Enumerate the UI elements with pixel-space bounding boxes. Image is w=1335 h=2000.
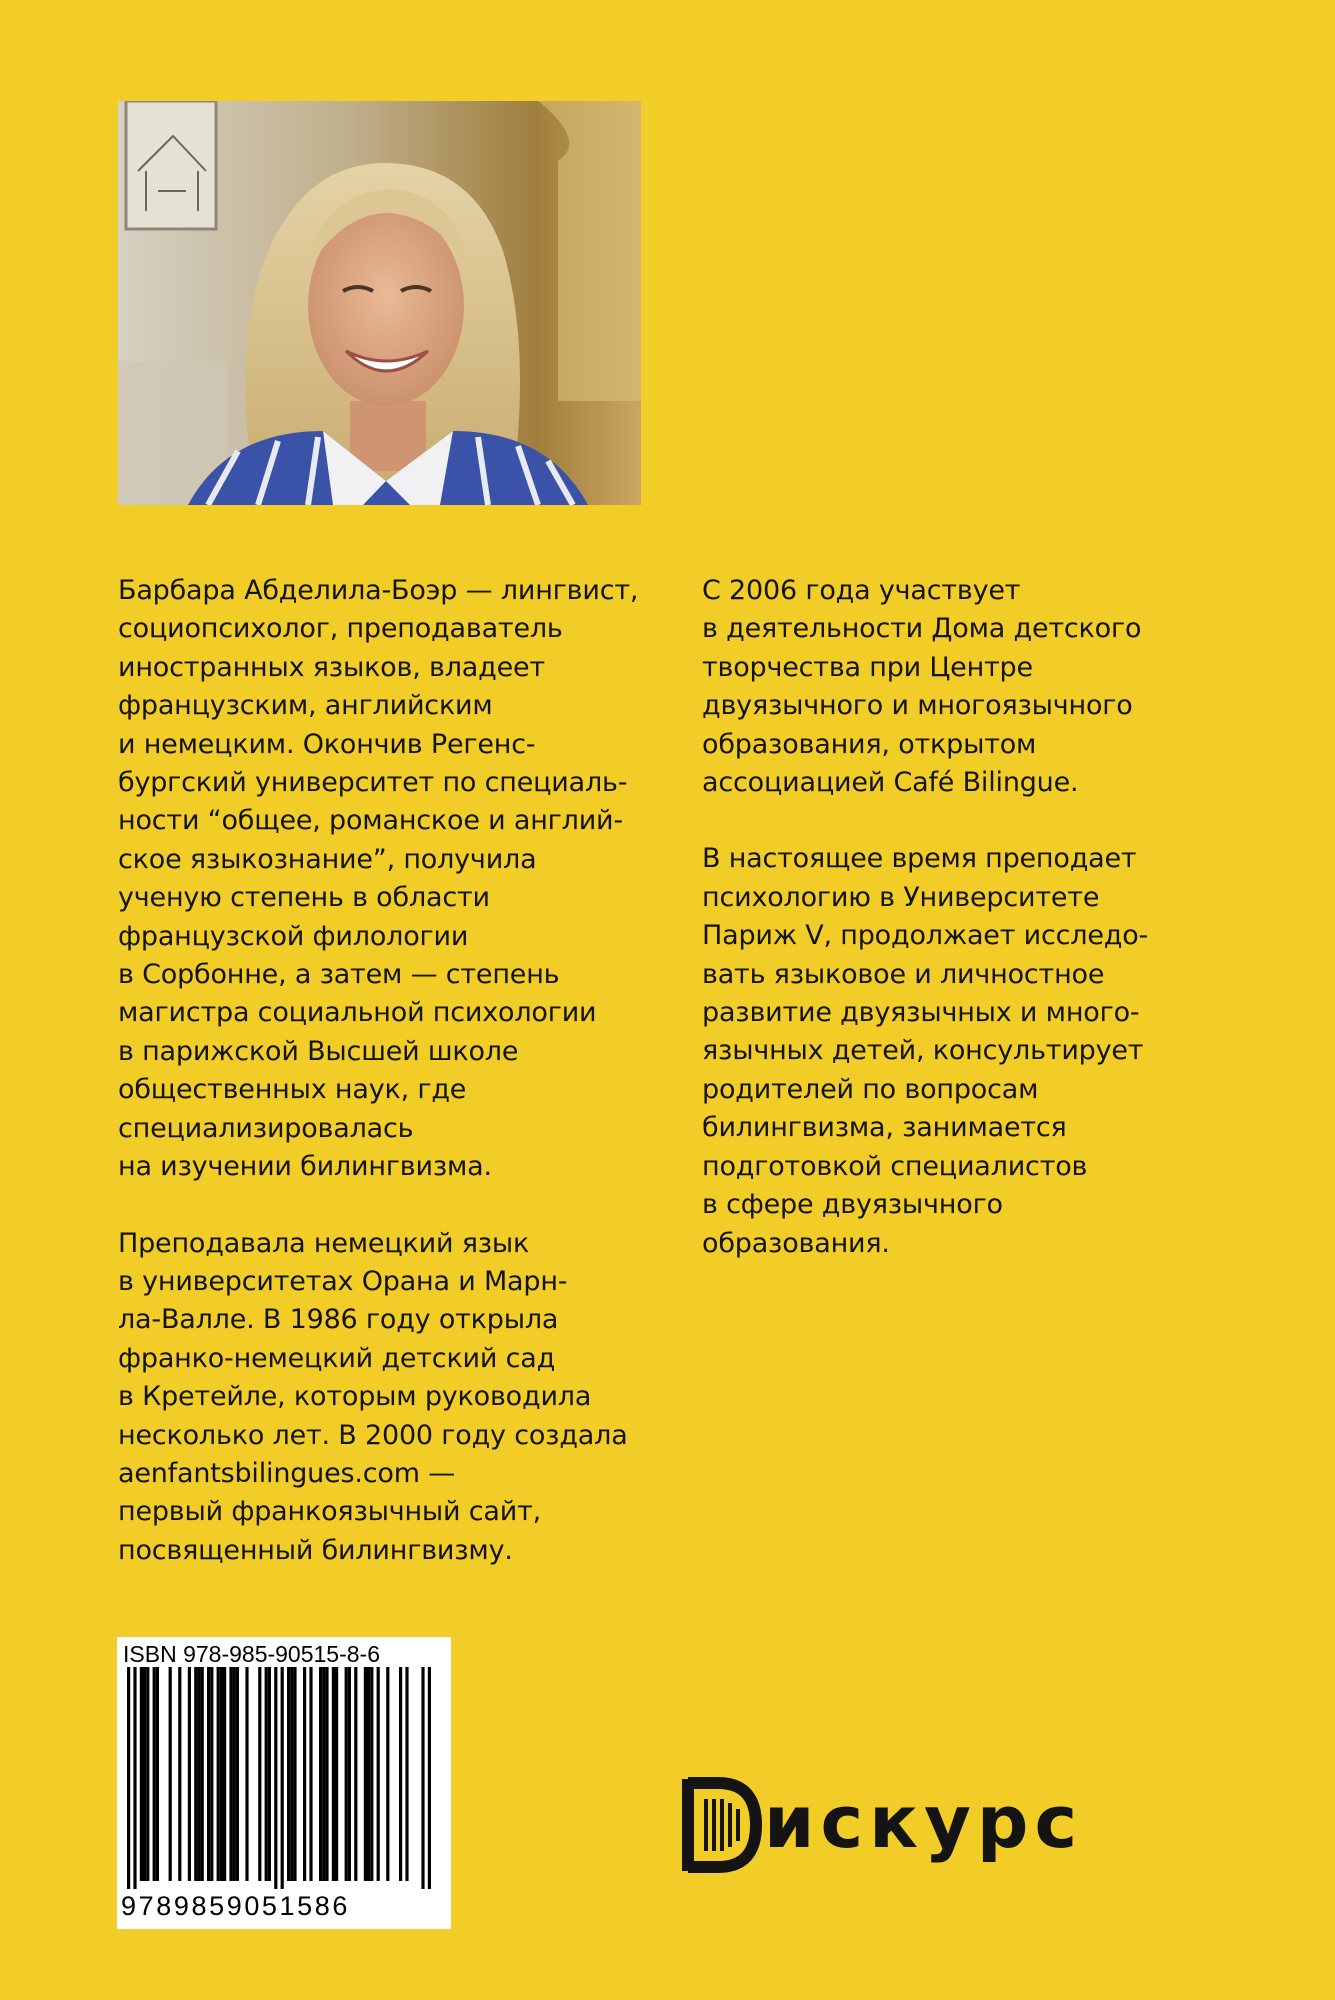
barcode-bar: [229, 1667, 232, 1881]
text-line: ла-Валле. В 1986 году открыла: [118, 1304, 559, 1336]
text-line: социопсихолог, преподаватель: [118, 613, 563, 645]
barcode-bar: [364, 1667, 367, 1881]
barcode-bar: [245, 1667, 248, 1881]
barcode-bar: [197, 1667, 200, 1881]
bio-right-column: [702, 572, 1262, 1263]
text-line: специализировалась: [118, 1112, 414, 1144]
text-line: и немецким. Окончив Регенс-: [118, 728, 536, 760]
barcode-bar: [322, 1667, 325, 1881]
barcode-bar: [258, 1667, 261, 1881]
text-line: Барбара Абделила-Боэр — лингвист,: [118, 575, 639, 606]
text-line: ности “общее, романское и англий-: [118, 805, 623, 837]
text-line: образования, открытом: [702, 728, 1037, 760]
barcode-bar: [223, 1667, 226, 1881]
text-line: образования.: [702, 1227, 890, 1259]
text-line: на изучении билингвизма.: [118, 1151, 492, 1183]
barcode-bar: [281, 1667, 284, 1889]
text-line: бургский университет по специаль-: [118, 767, 628, 799]
text-line: в университетах Орана и Марн-: [118, 1265, 568, 1297]
barcode-bar: [233, 1667, 236, 1881]
barcode-bar: [332, 1667, 335, 1881]
text-line: в деятельности Дома детского: [702, 613, 1142, 645]
barcode-bar: [274, 1667, 277, 1889]
bio-paragraph-career: [118, 1225, 678, 1571]
text-line: творчества при Центре: [702, 651, 1033, 683]
barcode-bar: [143, 1667, 146, 1881]
text-line: ученую степень в области: [118, 882, 490, 914]
text-line: иностранных языков, владеет: [118, 651, 545, 683]
isbn-barcode: [117, 1637, 451, 1929]
barcode-bar: [217, 1667, 220, 1881]
bio-paragraph-education: [118, 572, 678, 1187]
barcode-bar: [293, 1667, 296, 1881]
publisher-name: искурс: [764, 1780, 1084, 1864]
barcode-bar: [265, 1667, 268, 1881]
text-line: первый франкоязычный сайт,: [118, 1496, 542, 1528]
bio-left-column: [118, 572, 678, 1570]
barcode-bar: [210, 1667, 213, 1881]
text-line: в парижской Высшей школе: [118, 1035, 519, 1067]
barcode-bar: [309, 1667, 312, 1881]
barcode-bar: [268, 1667, 271, 1881]
barcode-bar: [303, 1667, 306, 1881]
barcode-bar: [325, 1667, 328, 1881]
publisher-logo: [678, 1777, 1128, 1873]
barcode-bar: [399, 1667, 402, 1881]
text-line: в Кретейле, которым руководила: [118, 1381, 592, 1413]
barcode-bar: [153, 1667, 156, 1881]
isbn-label: ISBN 978-985-90515-8-6: [123, 1641, 380, 1667]
barcode-bar: [335, 1667, 338, 1881]
text-line: Преподавала немецкий язык: [118, 1227, 530, 1259]
text-line: развитие двуязычных и много-: [702, 997, 1140, 1029]
bio-paragraph-cafe-bilingue: [702, 572, 1262, 802]
ean-digits: 9789859051586: [121, 1891, 351, 1921]
text-line: aenfantsbilingues.com —: [118, 1457, 456, 1489]
barcode-bar: [236, 1667, 239, 1881]
text-line: родителей по вопросам: [702, 1073, 1039, 1105]
text-line: посвященный билингвизму.: [118, 1534, 513, 1566]
barcode-bar: [146, 1667, 149, 1881]
barcode-bar: [220, 1667, 223, 1881]
barcode-bar: [428, 1667, 431, 1889]
barcode-bar: [156, 1667, 159, 1881]
barcode-bar: [405, 1667, 408, 1881]
barcode-bar: [169, 1667, 172, 1881]
barcode-bar: [133, 1667, 136, 1889]
barcode-bar: [386, 1667, 389, 1881]
text-line: несколько лет. В 2000 году создала: [118, 1419, 628, 1451]
author-photo-illustration: [118, 101, 641, 505]
barcode-bar: [194, 1667, 197, 1881]
barcode-bar: [345, 1667, 348, 1881]
text-line: язычных детей, консультирует: [702, 1035, 1144, 1067]
barcode-bar: [127, 1667, 130, 1889]
barcode-bar: [377, 1667, 380, 1881]
barcode-bar: [367, 1667, 370, 1881]
barcode-bar: [370, 1667, 373, 1881]
text-line: двуязычного и многоязычного: [702, 690, 1133, 722]
barcode-bar: [421, 1667, 424, 1889]
text-line: в Сорбонне, а затем — степень: [118, 959, 560, 991]
barcode-bar: [201, 1667, 204, 1881]
barcode-bar: [207, 1667, 210, 1881]
barcode-bar: [290, 1667, 293, 1881]
text-line: С 2006 года участвует: [702, 575, 1021, 606]
barcode-bar: [354, 1667, 357, 1881]
text-line: ское языкознание”, получила: [118, 843, 537, 875]
barcode-bar: [348, 1667, 351, 1881]
text-line: В настоящее время преподает: [702, 843, 1137, 875]
text-line: психологию в Университете: [702, 881, 1100, 913]
publisher-logo-mark-icon: [678, 1777, 762, 1873]
text-line: магистра социальной психологии: [118, 997, 597, 1029]
barcode-bar: [319, 1667, 322, 1881]
barcode-bar: [188, 1667, 191, 1881]
barcode-bar: [178, 1667, 181, 1881]
text-line: французским, английским: [118, 690, 493, 722]
text-line: в сфере двуязычного: [702, 1189, 1003, 1221]
text-line: общественных наук, где: [118, 1074, 467, 1106]
text-line: франко-немецкий детский сад: [118, 1342, 556, 1374]
barcode-bar: [140, 1667, 143, 1881]
text-line: вать языковое и личностное: [702, 958, 1105, 990]
text-line: билингвизма, занимается: [702, 1112, 1067, 1144]
barcode-bar: [287, 1667, 290, 1881]
text-line: подготовкой специалистов: [702, 1150, 1088, 1182]
text-line: Париж V, продолжает исследо-: [702, 920, 1149, 952]
text-line: французской филологии: [118, 920, 469, 952]
author-photo: [118, 101, 641, 505]
barcode-bars: [117, 1667, 451, 1899]
bio-paragraph-current: [702, 840, 1262, 1262]
text-line: ассоциацией Café Bilingue.: [702, 767, 1079, 799]
